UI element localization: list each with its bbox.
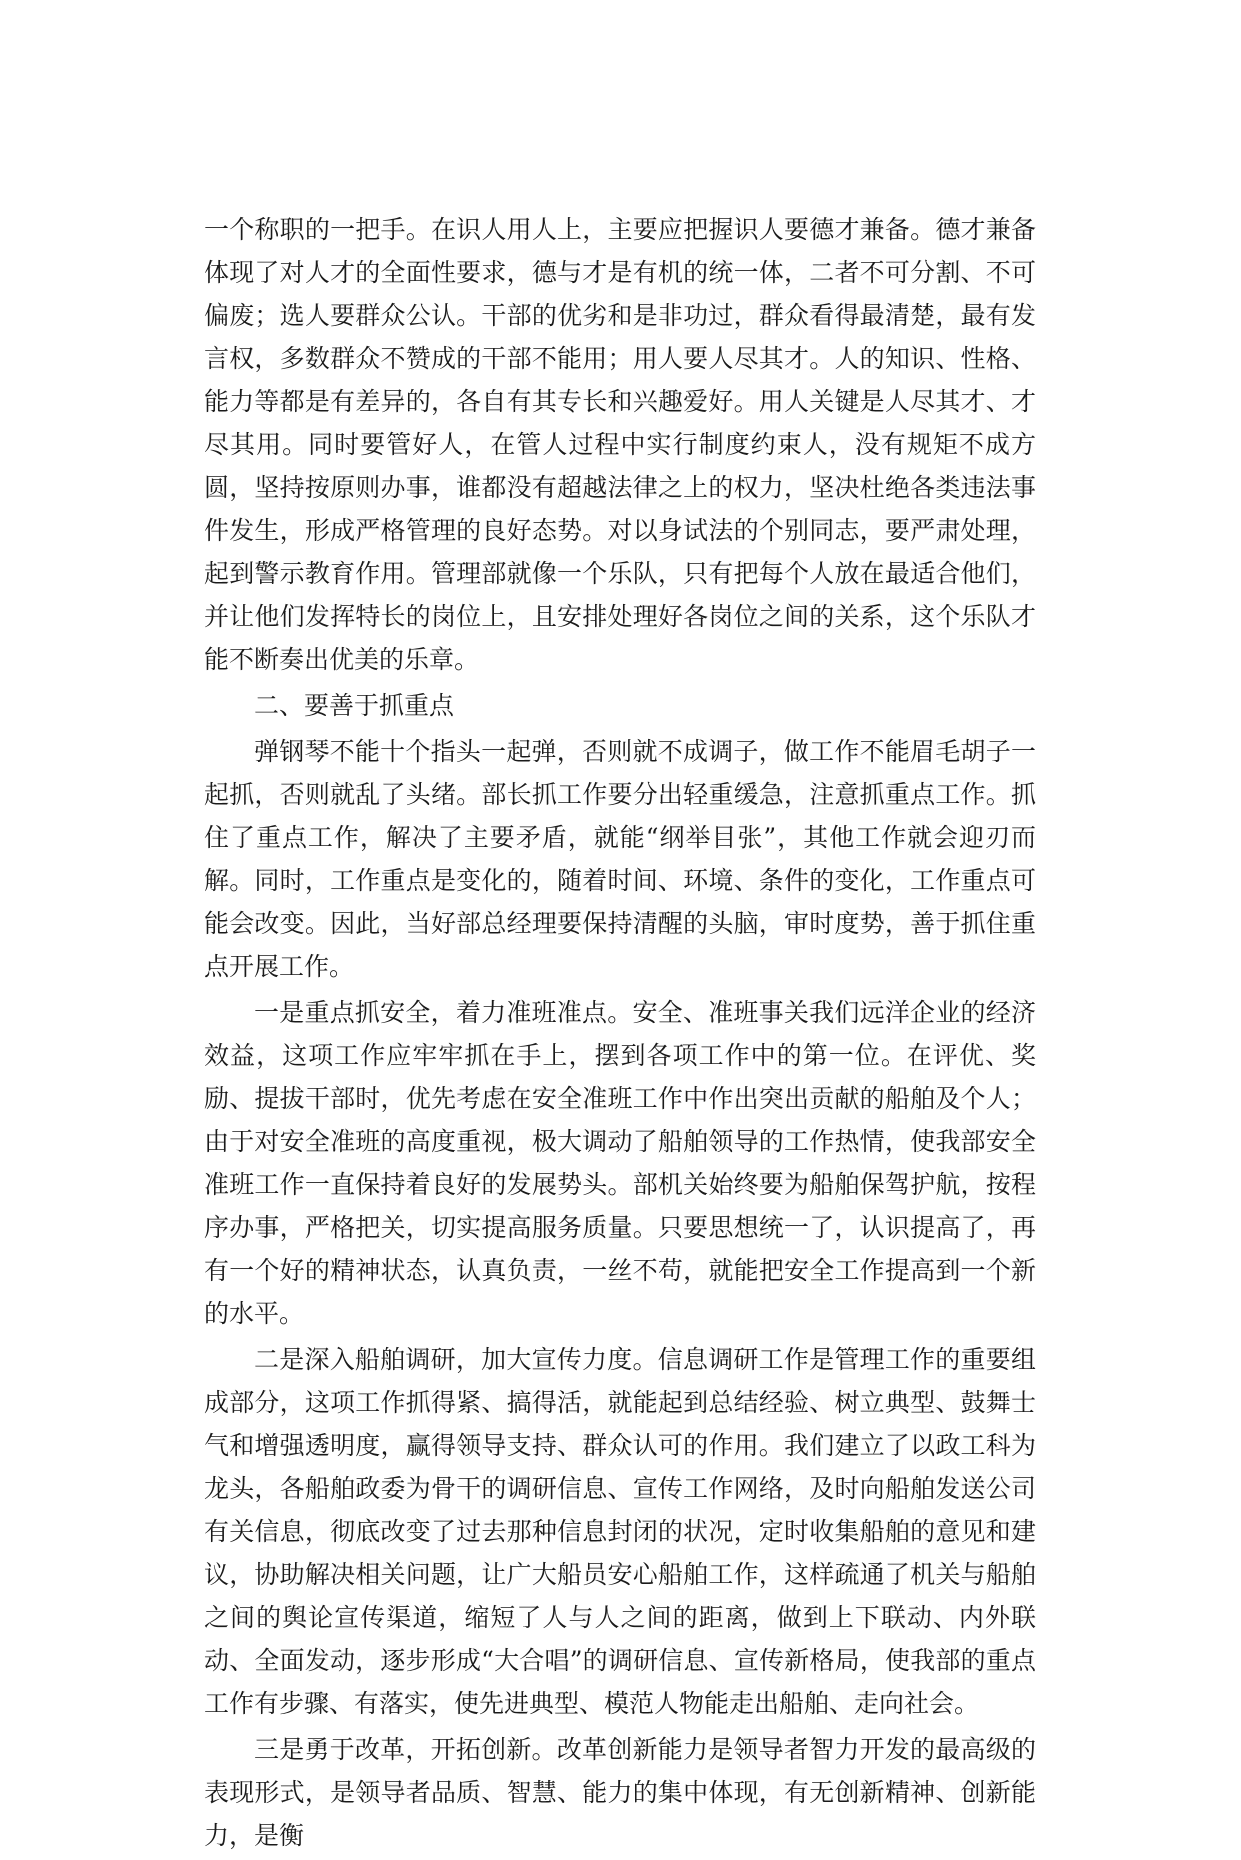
paragraph-focus-on-priorities: 弹钢琴不能十个指头一起弹，否则就不成调子，做工作不能眉毛胡子一起抓，否则就乱了头绪。部长抓工作要分出轻重缓急，注意抓重点工作。抓住了重点工作，解决了主要矛盾，就能“纲举目张”，其他工作就会迎刃而解。同时，工作重点是变化的，随着时间、环境、条件的变化，工作重点可能会改变。因此，当好部总经理要保持清醒的头脑，审时度势，善于抓住重点开展工作。 [204,737,1036,981]
paragraph-safety-punctuality: 一是重点抓安全，着力准班准点。安全、准班事关我们远洋企业的经济效益，这项工作应牢牢抓在手上，摆到各项工作中的第一位。在评优、奖励、提拔干部时，优先考虑在安全准班工作中作出突出贡献的船舶及个人；由于对安全准班的高度重视，极大调动了船舶领导的工作热情，使我部安全准班工作一直保持着良好的发展势头。部机关始终要为船舶保驾护航，按程序办事，严格把关，切实提高服务质量。只要思想统一了，认识提高了，再有一个好的精神状态，认真负责，一丝不苟，就能把安全工作提高到一个新的水平。 [204,998,1036,1328]
document-page [204,208,1036,1860]
section-heading-key-points: 二、要善于抓重点 [254,691,455,720]
paragraph-research-publicity: 二是深入船舶调研，加大宣传力度。信息调研工作是管理工作的重要组成部分，这项工作抓得紧、搞得活，就能起到总结经验、树立典型、鼓舞士气和增强透明度，赢得领导支持、群众认可的作用。我们建立了以政工科为龙头，各船舶政委为骨干的调研信息、宣传工作网络，及时向船舶发送公司有关信息，彻底改变了过去那种信息封闭的状况，定时收集船舶的意见和建议，协助解决相关问题，让广大船员安心船舶工作，这样疏通了机关与船舶之间的舆论宣传渠道，缩短了人与人之间的距离，做到上下联动、内外联动、全面发动，逐步形成“大合唱”的调研信息、宣传新格局，使我部的重点工作有步骤、有落实，使先进典型、模范人物能走出船舶、走向社会。 [204,1345,1036,1718]
paragraph-reform-innovation: 三是勇于改革，开拓创新。改革创新能力是领导者智力开发的最高级的表现形式，是领导者品质、智慧、能力的集中体现，有无创新精神、创新能力，是衡 [204,1735,1036,1850]
paragraph-personnel-management: 一个称职的一把手。在识人用人上，主要应把握识人要德才兼备。德才兼备体现了对人才的全面性要求，德与才是有机的统一体，二者不可分割、不可偏废；选人要群众公认。干部的优劣和是非功过，群众看得最清楚，最有发言权，多数群众不赞成的干部不能用；用人要人尽其才。人的知识、性格、能力等都是有差异的，各自有其专长和兴趣爱好。用人关键是人尽其才、才尽其用。同时要管好人，在管人过程中实行制度约束人，没有规矩不成方圆，坚持按原则办事，谁都没有超越法律之上的权力，坚决杜绝各类违法事件发生，形成严格管理的良好态势。对以身试法的个别同志，要严肃处理，起到警示教育作用。管理部就像一个乐队，只有把每个人放在最适合他们，并让他们发挥特长的岗位上，且安排处理好各岗位之间的关系，这个乐队才能不断奏出优美的乐章。 [204,215,1036,674]
